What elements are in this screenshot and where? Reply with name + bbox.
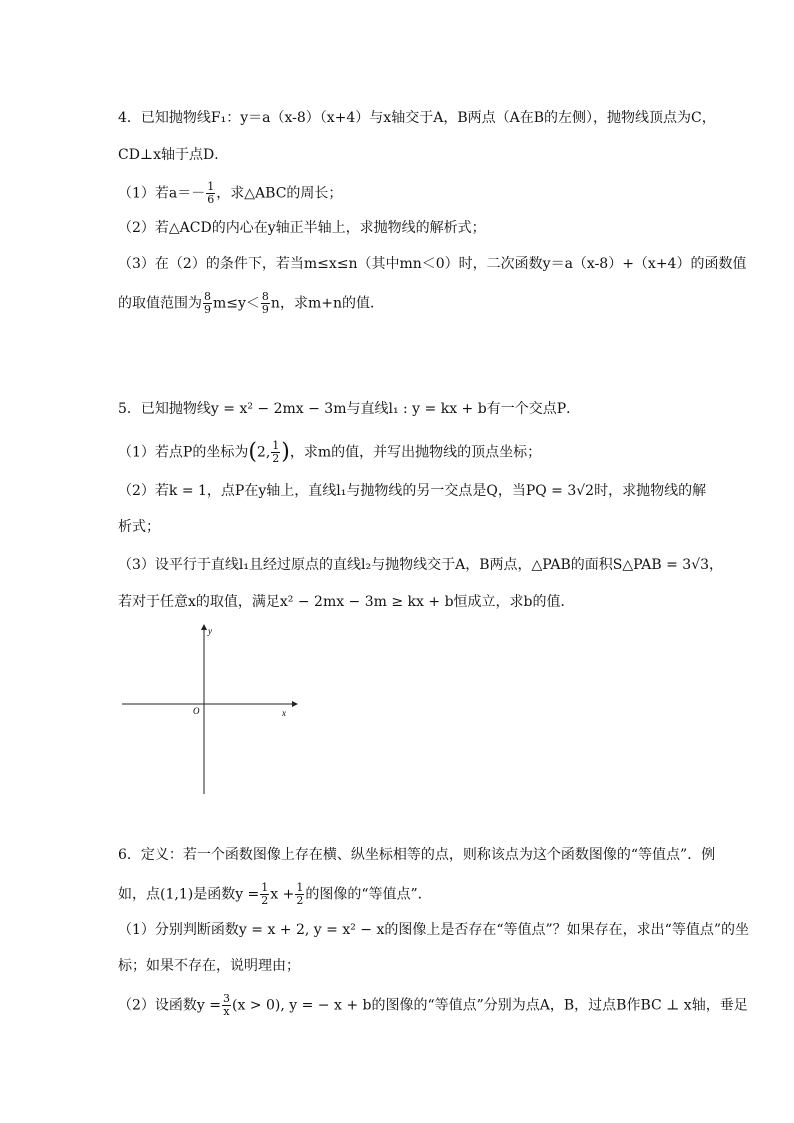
q6-part2-pre: （2）设函数y = <box>118 997 221 1014</box>
q6-stem-line1: 6．定义：若一个函数图像上存在横、纵坐标相等的点，则称该点为这个函数图像的“等值点”．例 <box>118 847 716 863</box>
q6-stem-line2 <box>118 882 432 907</box>
fraction-denominator: 6 <box>207 193 215 206</box>
q6-stem-pre: 如，点(1,1)是函数y = <box>118 886 260 903</box>
left-paren: ( <box>248 439 257 465</box>
q4-part3-mid: m≤y＜ <box>213 295 260 312</box>
q6-part2-post: (x > 0), y = − x + b的图像的“等值点”分别为点A，B，过点B作BC ⊥ x轴，垂足 <box>232 997 748 1014</box>
x-axis-label: x <box>282 708 286 718</box>
fraction-denominator: 2 <box>261 894 269 907</box>
right-paren: ) <box>281 439 290 465</box>
q6-fraction-1 <box>260 882 269 907</box>
fraction-denominator: 2 <box>272 452 280 465</box>
q5-part3-line1: （3）设平行于直线l₁且经过原点的直线l₂与抛物线交于A，B两点，△PAB的面积S△PAB = 3√3， <box>118 557 724 573</box>
q5-part1-pre: （1）若点P的坐标为 <box>118 444 249 461</box>
q5-part3-line2: 若对于任意x的取值，满足x² − 2mx − 3m ≥ kx + b恒成立，求b的值． <box>118 594 575 610</box>
q4-part2: （2）若△ACD的内心在y轴正半轴上，求抛物线的解析式； <box>118 220 486 236</box>
q4-stem-line2: CD⊥x轴于点D． <box>118 147 229 163</box>
y-axis-label: y <box>208 626 212 636</box>
y-axis-arrow <box>201 624 207 630</box>
fraction-numerator: 1 <box>296 881 304 894</box>
q6-part1-line2: 标；如果不存在，说明理由； <box>118 958 300 974</box>
q5-part2-line1: （2）若k = 1，点P在y轴上，直线l₁与抛物线的另一交点是Q，当PQ = 3√2时，求抛物线的解 <box>118 483 707 499</box>
fraction-denominator: 2 <box>296 894 304 907</box>
x-axis-arrow <box>292 701 298 707</box>
q4-part1-pre: （1）若a＝－ <box>118 185 206 202</box>
coordinate-axes-figure <box>118 622 308 802</box>
q4-part3-line1: （3）在（2）的条件下，若当m≤x≤n（其中mn＜0）时，二次函数y＝a（x-8）+（x+4）的函数值 <box>118 256 747 272</box>
q6-stem-post: 的图像的“等值点”． <box>305 886 432 903</box>
q6-part1-line1: （1）分别判断函数y = x + 2, y = x² − x的图像上是否存在“等值点”？如果存在，求出“等值点”的坐 <box>118 922 749 938</box>
origin-label: O <box>193 706 200 716</box>
fraction-numerator: 3 <box>223 992 230 1005</box>
fraction-numerator: 8 <box>204 290 211 303</box>
q5-part1 <box>118 440 541 465</box>
fraction-denominator: 9 <box>261 303 269 316</box>
q5-part2-line2: 析式； <box>118 519 160 535</box>
q5-part1-post: ，求m的值，并写出抛物线的顶点坐标； <box>289 444 542 461</box>
q5-stem: 5．已知抛物线y = x² − 2mx − 3m与直线l₁ : y = kx + b有一个交点P． <box>118 401 581 417</box>
q4-part1-post: ，求△ABC的周长； <box>216 185 343 202</box>
fraction-numerator: 8 <box>261 290 269 303</box>
q6-part2 <box>118 993 748 1018</box>
fraction-numerator: 1 <box>207 180 215 193</box>
fraction-denominator: x <box>223 1005 230 1018</box>
q4-part3-fraction-1 <box>203 291 212 316</box>
q4-part3-fraction-2 <box>261 291 270 316</box>
fraction-numerator: 1 <box>272 439 280 452</box>
q6-stem-mid: x + <box>270 886 295 903</box>
q6-part2-fraction <box>222 993 231 1018</box>
q4-part3-pre: 的取值范围为 <box>118 295 202 312</box>
q4-part1 <box>118 181 342 206</box>
q4-part1-fraction <box>206 181 215 206</box>
fraction-denominator: 9 <box>204 303 211 316</box>
q4-part3-post: n，求m+n的值． <box>270 295 384 312</box>
q4-stem-line1: 4．已知抛物线F₁：y＝a（x-8）（x+4）与x轴交于A，B两点（A在B的左侧），抛物线顶点为C， <box>118 110 716 126</box>
q5-point-x: 2, <box>256 444 271 461</box>
fraction-numerator: 1 <box>261 881 269 894</box>
q5-point-y-fraction <box>271 440 280 465</box>
q6-fraction-2 <box>295 882 304 907</box>
q4-part3-line2 <box>118 291 384 316</box>
